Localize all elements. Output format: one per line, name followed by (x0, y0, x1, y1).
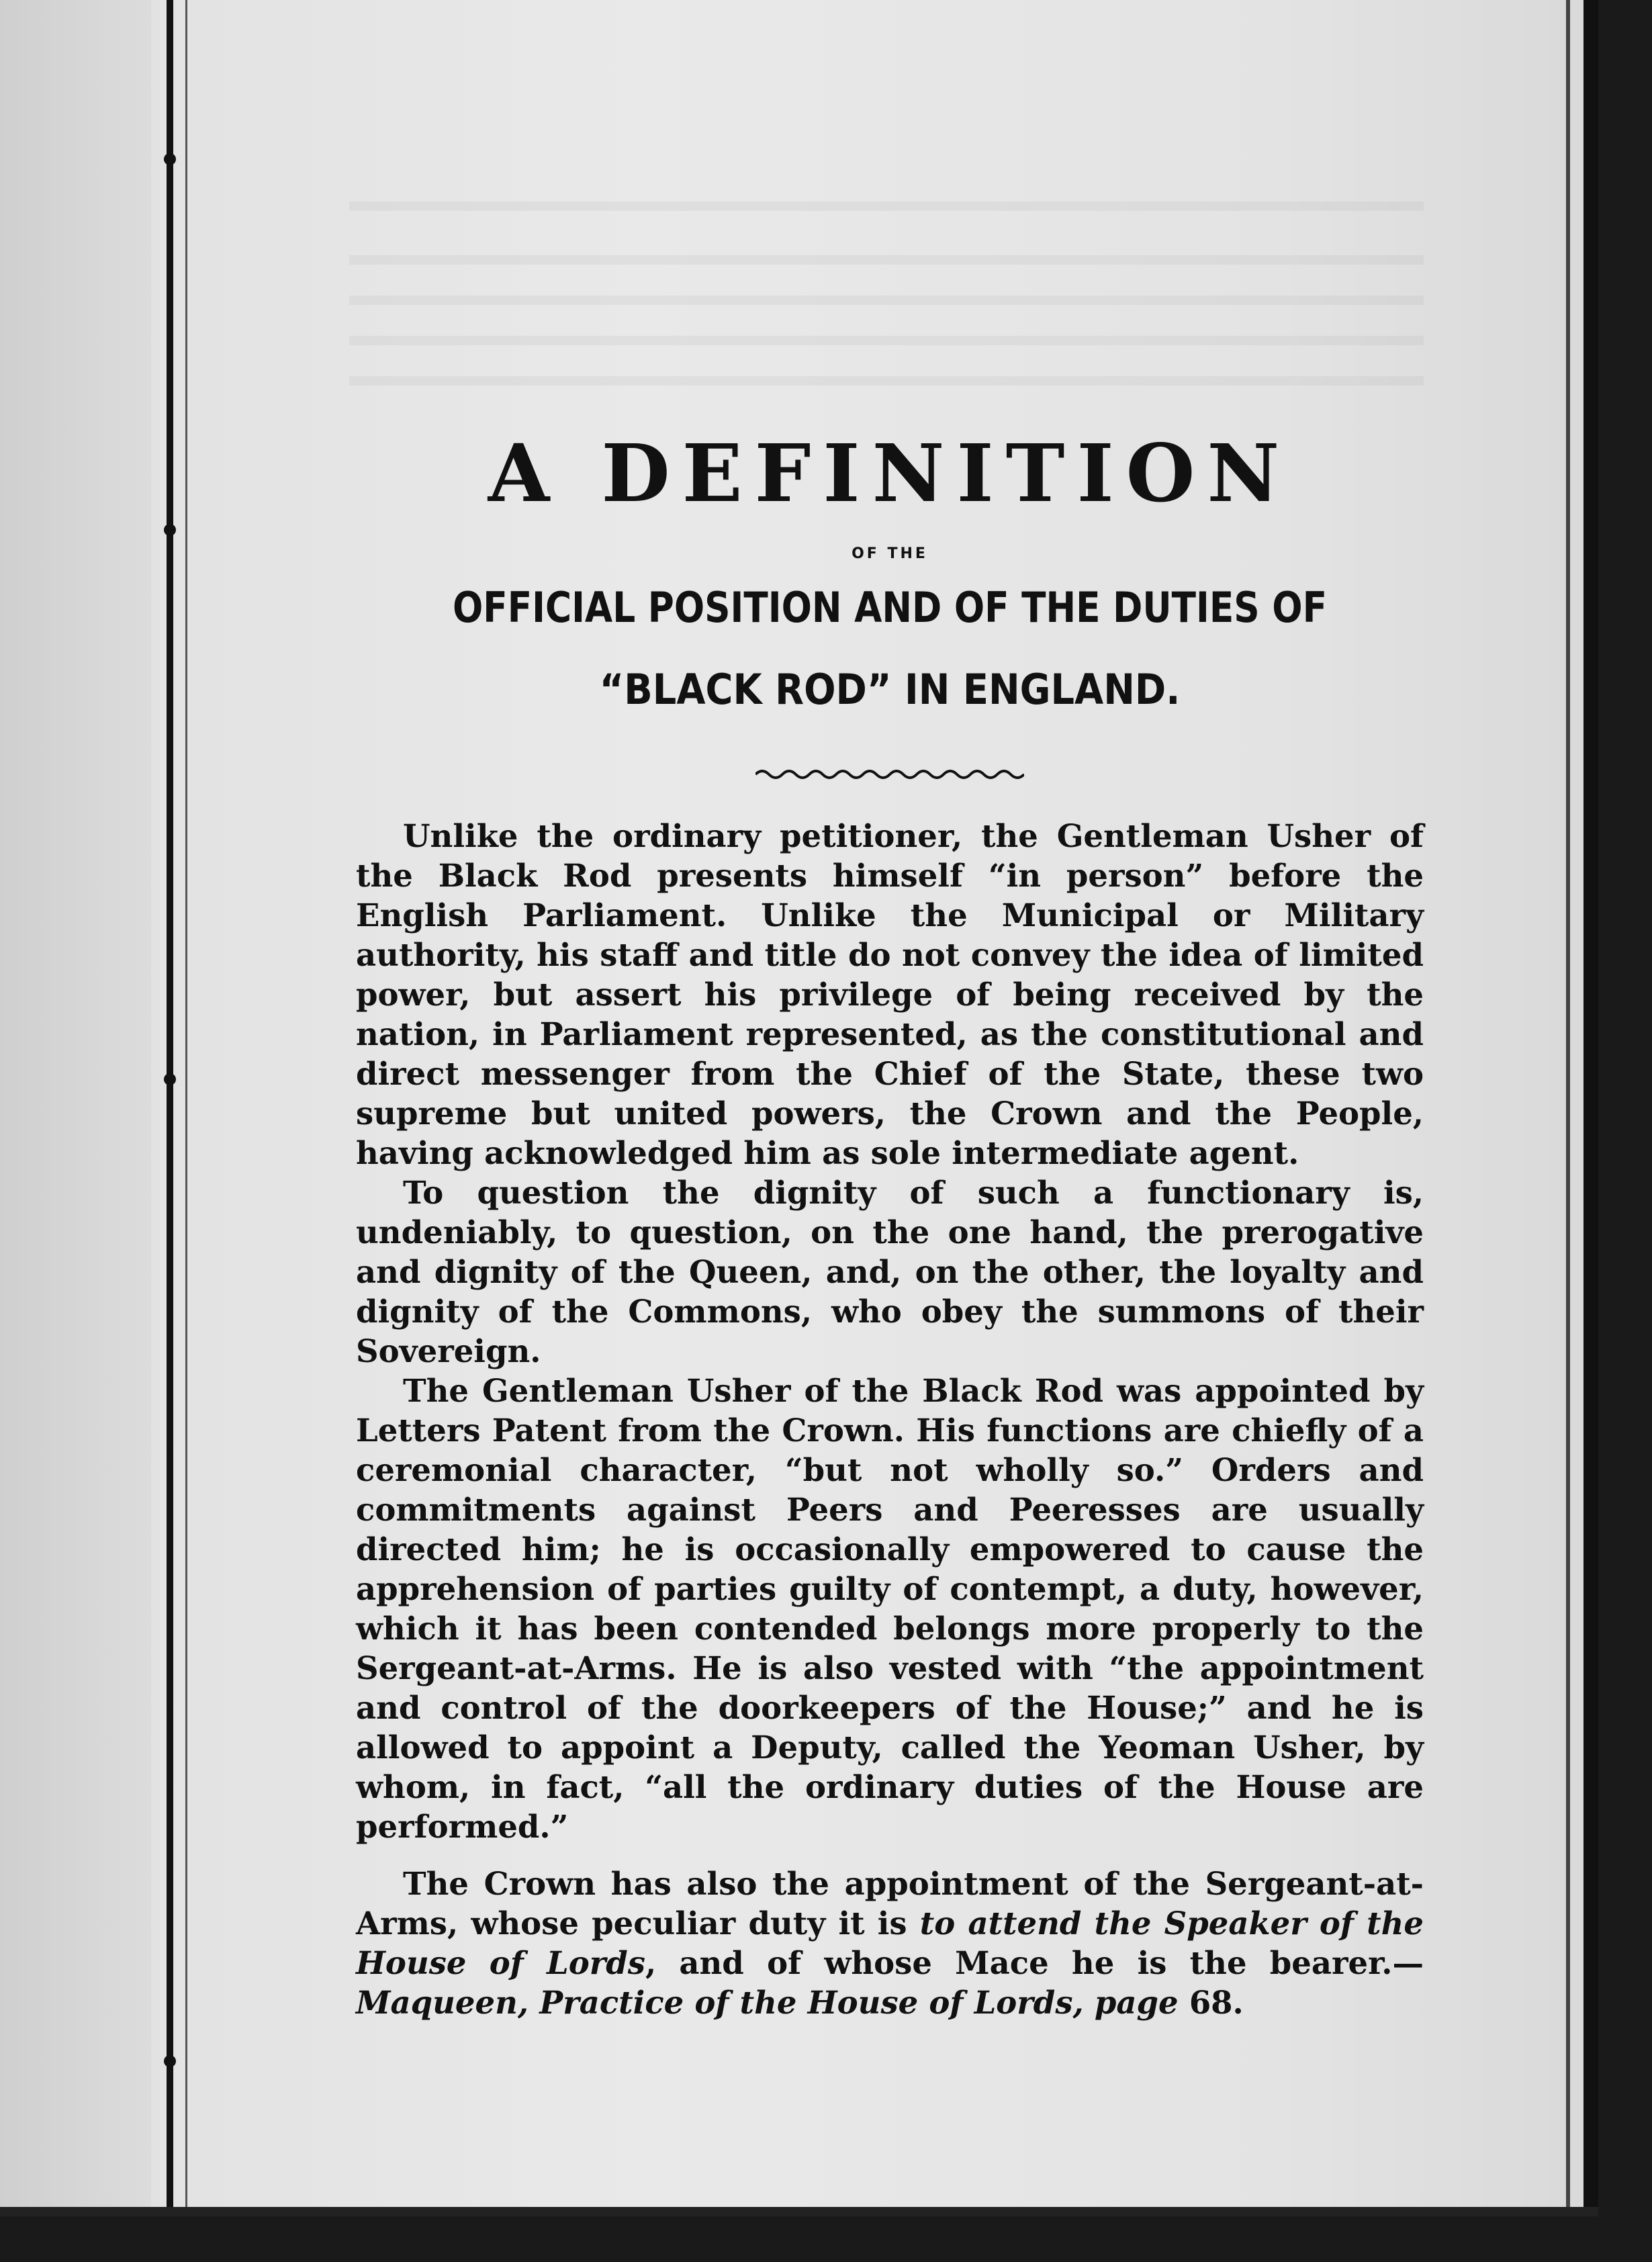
text-run: 68. (1178, 1984, 1244, 2022)
document-body (356, 816, 1424, 2022)
italic-text-run: to attend the Speaker of the House of Lords (356, 1905, 1424, 1982)
document-subtitle-line2: “BLACK ROD” IN ENGLAND. (599, 664, 1181, 714)
wavy-divider-icon (755, 766, 1024, 782)
of-the-label: OF THE (852, 545, 928, 562)
show-through-text (349, 296, 1424, 305)
show-through-text (349, 376, 1424, 386)
show-through-text (349, 201, 1424, 211)
text-run: , and of whose Mace he is the bearer.— (645, 1944, 1424, 1982)
document-content (356, 426, 1424, 2022)
text-run: The Crown has also the appointment of the Sergeant-at-Arms, whose peculiar duty it is (356, 1865, 1424, 1942)
binding-spine (167, 0, 173, 2216)
page-right-edge-line (1566, 0, 1570, 2216)
paragraph: The Gentleman Usher of the Black Rod was appointed by Letters Patent from the Crown. His functions are chiefly of a ceremonial character, “but not wholly so.” Orders and commitments against Peers and Peeresses are usually directed him; he is occasionally empowered to cause the apprehension of parties guilty of contempt, a duty, however, which it has been contended belongs more properly to the Sergeant-at-Arms. He is also vested with “the appointment and control of the doorkeepers of the House;” and he is allowed to appoint a Deputy, called the Yeoman Usher, by whom, in fact, “all the ordinary duties of the House are performed.” (356, 1372, 1424, 1846)
binding-stitch (164, 524, 176, 536)
document-title: A DEFINITION (488, 426, 1292, 520)
binding-stitch (164, 153, 176, 165)
page-right-edge (1584, 0, 1598, 2216)
document-subtitle-line1: OFFICIAL POSITION AND OF THE DUTIES OF (452, 582, 1328, 632)
previous-page-edge (0, 0, 151, 2216)
paragraph: Unlike the ordinary petitioner, the Gentleman Usher of the Black Rod presents himself “in person” before the English Parliament. Unlike the Municipal or Military authority, his staff and title do not convey the idea of limited power, but assert his privilege of being received by the nation, in Parliament represented, as the constitutional and direct messenger from the Chief of the State, these two supreme but united powers, the Crown and the People, having acknowledged him as sole intermediate agent. (356, 817, 1424, 1172)
binding-stitch (164, 1073, 176, 1085)
binding-stitch (164, 2055, 176, 2067)
show-through-text (349, 255, 1424, 265)
italic-citation: Maqueen, Practice of the House of Lords, page (356, 1984, 1179, 2022)
binding-spine-shadow (185, 0, 187, 2216)
paragraph-last (356, 1864, 1424, 2022)
show-through-text (349, 336, 1424, 345)
paragraph: To question the dignity of such a functionary is, undeniably, to question, on the one hand, the prerogative and dignity of the Queen, and, on the other, the loyalty and dignity of the Commons, who obey the summons of their Sovereign. (356, 1174, 1424, 1370)
page-bottom-edge (0, 2207, 1598, 2216)
